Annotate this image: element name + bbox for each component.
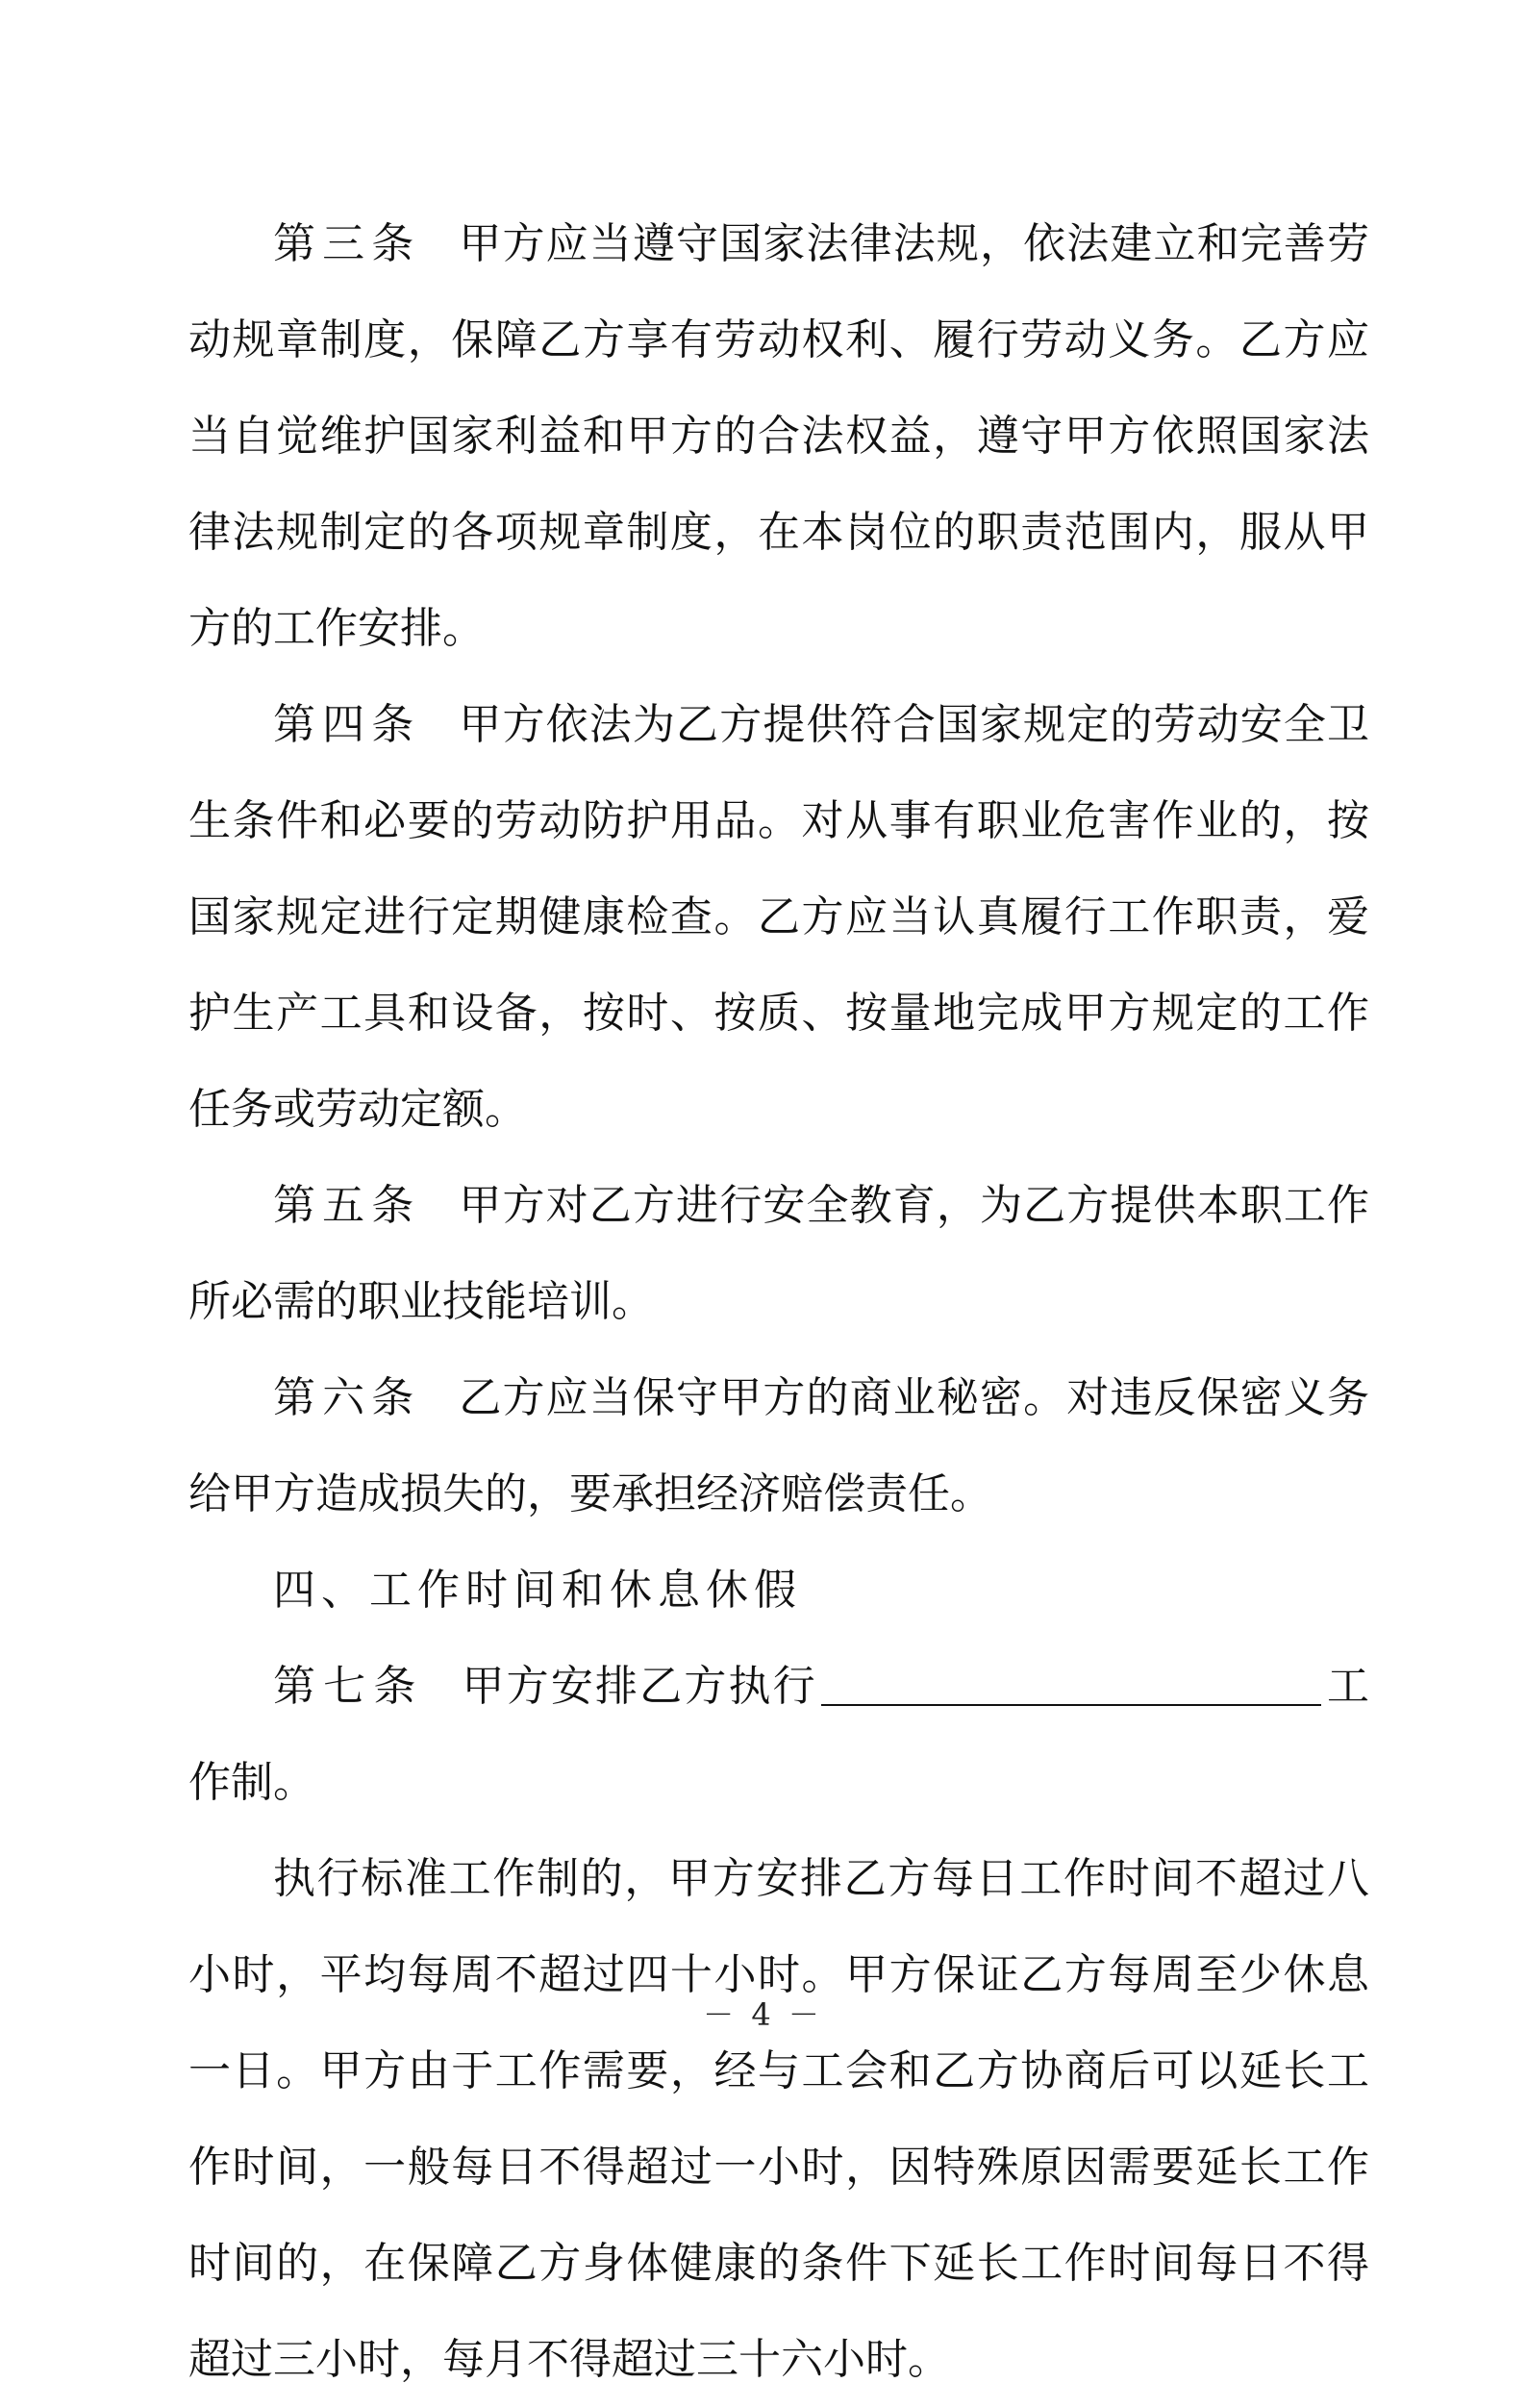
article-6-text: 乙方应当保守甲方的商业秘密。对违反保密义务给甲方造成损失的，要承担经济赔偿责任。 <box>188 1373 1370 1518</box>
article-6-paragraph <box>188 1350 1369 1543</box>
article-5-text: 甲方对乙方进行安全教育，为乙方提供本职工作所必需的职业技能培训。 <box>188 1181 1370 1326</box>
article-6-label: 第六条 <box>273 1373 421 1422</box>
article-4-text: 甲方依法为乙方提供符合国家规定的劳动安全卫生条件和必要的劳动防护用品。对从事有职业危害作业的，按国家规定进行定期健康检查。乙方应当认真履行工作职责，爱护生产工具和设备，按时、按质、按量地完成甲方规定的工作任务或劳动定额。 <box>188 700 1370 1134</box>
article-7-text-after: 工作制。 <box>188 1662 1370 1807</box>
article-7-text-before: 甲方安排乙方执行 <box>462 1662 817 1711</box>
article-3-paragraph <box>188 196 1369 677</box>
section-heading: 四、工作时间和休息休假 <box>273 1566 802 1615</box>
work-system-blank-field[interactable] <box>821 1662 1321 1706</box>
page-number: － 4 － <box>703 1996 823 2033</box>
article-7-paragraph <box>188 1639 1369 1831</box>
article-3-label: 第三条 <box>273 219 421 268</box>
article-5-label: 第五条 <box>273 1181 421 1230</box>
article-5-paragraph <box>188 1158 1369 1350</box>
standard-hours-paragraph: 执行标准工作制的，甲方安排乙方每日工作时间不超过八小时，平均每周不超过四十小时。甲方保证乙方每周至少休息一日。甲方由于工作需要，经与工会和乙方协商后可以延长工作时间，一般每日不得超过一小时，因特殊原因需要延长工作时间的，在保障乙方身体健康的条件下延长工作时间每日不得超过三小时，每月不得超过三十六小时。 <box>188 1854 1369 2384</box>
article-4-label: 第四条 <box>273 700 421 749</box>
article-7-label: 第七条 <box>273 1662 424 1711</box>
document-body <box>188 196 1369 2408</box>
article-3-text: 甲方应当遵守国家法律法规，依法建立和完善劳动规章制度，保障乙方享有劳动权利、履行劳动义务。乙方应当自觉维护国家利益和甲方的合法权益，遵守甲方依照国家法律法规制定的各项规章制度，在本岗位的职责范围内，服从甲方的工作安排。 <box>188 219 1370 653</box>
article-4-paragraph <box>188 677 1369 1158</box>
